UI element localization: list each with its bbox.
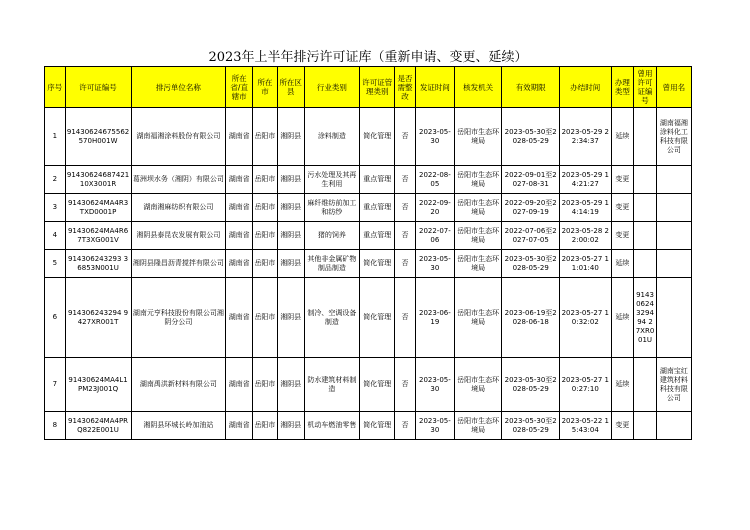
cell-text: 湖南省 [228, 259, 250, 267]
cell-rectification [395, 194, 416, 222]
table-row [45, 166, 692, 194]
cell-validity-period [502, 108, 560, 166]
cell-management-category [360, 222, 395, 250]
header-col-completion-time: 办结时间 [560, 67, 612, 108]
cell-text: 变更 [615, 175, 630, 183]
cell-issuing-authority [454, 412, 501, 440]
cell-process-type [611, 166, 634, 194]
cell-former-permit-number [634, 194, 657, 222]
cell-text: 岳阳市生态环境局 [457, 226, 500, 244]
cell-city [253, 166, 278, 194]
cell-text: 湖南省 [228, 203, 250, 211]
cell-text: 2023-05-29 14:14:19 [561, 198, 609, 216]
cell-permit-number [65, 166, 131, 194]
cell-text: 岳阳市 [254, 421, 276, 429]
cell-text: 2023-05-28 22:00:02 [561, 226, 609, 244]
header-col-former-permit-number: 曾用许可证编号 [634, 67, 657, 108]
cell-text: 91430624MA4R67T3XG001V [67, 226, 129, 244]
header-col-county: 所在区县 [277, 67, 304, 108]
cell-text: 湖南福湘涂料化工科技有限公司 [659, 118, 688, 154]
cell-text: 91430624687421 10X3001R [66, 170, 130, 188]
cell-unit-name [131, 412, 226, 440]
cell-former-name [656, 222, 691, 250]
cell-text: 2023-05-27 11:01:40 [561, 254, 609, 272]
cell-completion-time [560, 278, 612, 358]
cell-city [253, 250, 278, 278]
cell-permit-number [65, 194, 131, 222]
cell-former-permit-number [634, 108, 657, 166]
cell-text: 湘阴县泰昆农发展有限公司 [136, 231, 221, 239]
cell-text: 否 [401, 421, 409, 429]
cell-text: 岳阳市生态环境局 [457, 254, 500, 272]
table-row [45, 250, 692, 278]
cell-text: 简化管理 [363, 313, 392, 321]
header-col-process-type: 办理类型 [611, 67, 634, 108]
cell-former-permit-number [634, 222, 657, 250]
cell-management-category [360, 108, 395, 166]
cell-issuing-authority [454, 194, 501, 222]
cell-permit-number [65, 108, 131, 166]
cell-text: 湖南湘麻纺织有限公司 [143, 203, 214, 211]
cell-former-name [656, 358, 691, 412]
header-row [45, 67, 692, 108]
cell-former-name [656, 166, 691, 194]
cell-text: 否 [401, 175, 409, 183]
cell-former-permit-number [634, 166, 657, 194]
cell-text: 简化管理 [363, 132, 392, 140]
cell-text: 岳阳市 [254, 313, 276, 321]
cell-process-type [611, 250, 634, 278]
cell-text: 岳阳市 [254, 380, 276, 388]
cell-process-type [611, 108, 634, 166]
cell-industry [304, 250, 360, 278]
table-body [45, 108, 692, 440]
cell-text: 2023-05-30至2028-05-29 [504, 416, 557, 434]
cell-county [277, 278, 304, 358]
cell-text: 91430624MA4L1PM23J001Q [68, 375, 128, 393]
cell-text: 2023-05-27 10:27:10 [561, 375, 609, 393]
cell-text: 延续 [615, 380, 630, 388]
cell-validity-period [502, 250, 560, 278]
cell-permit-number [65, 278, 131, 358]
cell-text: 914306243294 9427XR001T [67, 308, 129, 326]
cell-text: 7 [52, 380, 58, 388]
cell-city [253, 194, 278, 222]
header-col-former-name: 曾用名 [656, 67, 691, 108]
cell-text: 其他非金属矿物制品制造 [307, 254, 357, 272]
cell-issuing-authority [454, 250, 501, 278]
cell-text: 湖南福湘涂料股份有限公司 [136, 132, 221, 140]
cell-rectification [395, 166, 416, 194]
cell-validity-period [502, 278, 560, 358]
cell-text: 91430624329494 27XR001U [635, 290, 655, 344]
cell-text: 湖南省 [228, 231, 250, 239]
cell-text: 岳阳市生态环境局 [457, 198, 500, 216]
cell-former-permit-number [634, 250, 657, 278]
cell-text: 8 [52, 421, 58, 429]
cell-index [45, 194, 66, 222]
cell-text: 3 [52, 203, 58, 211]
cell-text: 湘阴县 [280, 175, 302, 183]
cell-text: 2023-05-30至2028-05-29 [504, 127, 557, 145]
cell-county [277, 412, 304, 440]
cell-county [277, 166, 304, 194]
cell-process-type [611, 194, 634, 222]
table-row [45, 358, 692, 412]
cell-text: 否 [401, 313, 409, 321]
header-col-issuing-authority: 核发机关 [454, 67, 501, 108]
table-row [45, 222, 692, 250]
cell-validity-period [502, 412, 560, 440]
cell-text: 否 [401, 259, 409, 267]
cell-text: 污水处理及其再生利用 [307, 170, 357, 188]
cell-former-name [656, 250, 691, 278]
cell-issuing-authority [454, 108, 501, 166]
cell-text: 否 [401, 380, 409, 388]
cell-index [45, 108, 66, 166]
cell-text: 湘阴县环城长岭加油站 [143, 421, 214, 429]
cell-text: 岳阳市 [254, 175, 276, 183]
cell-process-type [611, 358, 634, 412]
cell-permit-number [65, 222, 131, 250]
cell-text: 2022-07-06至2027-07-05 [504, 226, 557, 244]
cell-text: 2023-05-27 10:32:02 [561, 308, 609, 326]
header-col-city: 所在市 [253, 67, 278, 108]
cell-rectification [395, 278, 416, 358]
cell-text: 岳阳市 [254, 132, 276, 140]
cell-former-permit-number [634, 358, 657, 412]
cell-text: 猪的饲养 [317, 231, 346, 239]
header-col-rectification: 是否需整改 [395, 67, 416, 108]
cell-text: 延续 [615, 132, 630, 140]
cell-former-name [656, 194, 691, 222]
cell-text: 湖南省 [228, 132, 250, 140]
cell-index [45, 412, 66, 440]
cell-validity-period [502, 194, 560, 222]
cell-text: 2023-05-30 [418, 127, 451, 145]
cell-text: 2023-06-19 [418, 308, 451, 326]
cell-text: 2022-08-05 [418, 170, 451, 188]
cell-completion-time [560, 194, 612, 222]
cell-process-type [611, 222, 634, 250]
cell-city [253, 358, 278, 412]
cell-industry [304, 194, 360, 222]
cell-text: 2022-07-06 [418, 226, 451, 244]
cell-issue-date [415, 250, 454, 278]
cell-text: 91430624675562570H001W [66, 127, 130, 145]
cell-text: 2023-05-30至2028-05-29 [504, 254, 557, 272]
cell-former-name [656, 278, 691, 358]
cell-text: 湘阴县隆昌沥青搅拌有限公司 [132, 259, 224, 267]
cell-province [226, 250, 253, 278]
cell-text: 防水建筑材料制造 [307, 375, 357, 393]
cell-text: 延续 [615, 259, 630, 267]
cell-province [226, 166, 253, 194]
cell-industry [304, 278, 360, 358]
cell-text: 5 [52, 259, 58, 267]
cell-former-permit-number [634, 278, 657, 358]
cell-permit-number [65, 250, 131, 278]
cell-management-category [360, 358, 395, 412]
cell-completion-time [560, 250, 612, 278]
cell-text: 湘阴县 [280, 421, 302, 429]
cell-rectification [395, 222, 416, 250]
cell-management-category [360, 194, 395, 222]
cell-province [226, 222, 253, 250]
cell-rectification [395, 358, 416, 412]
cell-management-category [360, 412, 395, 440]
cell-industry [304, 412, 360, 440]
cell-validity-period [502, 358, 560, 412]
cell-text: 2023-05-30 [418, 254, 451, 272]
cell-text: 湘阴县 [280, 231, 302, 239]
cell-text: 否 [401, 132, 409, 140]
cell-text: 简化管理 [363, 421, 392, 429]
cell-text: 湘阴县 [280, 132, 302, 140]
cell-completion-time [560, 412, 612, 440]
cell-province [226, 278, 253, 358]
cell-issuing-authority [454, 278, 501, 358]
cell-rectification [395, 412, 416, 440]
cell-county [277, 108, 304, 166]
cell-issuing-authority [454, 358, 501, 412]
cell-unit-name [131, 108, 226, 166]
cell-completion-time [560, 166, 612, 194]
cell-issue-date [415, 412, 454, 440]
cell-text: 2023-05-29 22:34:37 [561, 127, 609, 145]
cell-unit-name [131, 166, 226, 194]
cell-issuing-authority [454, 166, 501, 194]
cell-text: 变更 [615, 203, 630, 211]
cell-text: 岳阳市 [254, 231, 276, 239]
cell-text: 2023-05-30 [418, 416, 451, 434]
header-col-index: 序号 [45, 67, 66, 108]
cell-issue-date [415, 194, 454, 222]
cell-text: 简化管理 [363, 380, 392, 388]
cell-completion-time [560, 108, 612, 166]
cell-text: 湖南省 [228, 313, 250, 321]
cell-text: 湘阴县 [280, 203, 302, 211]
cell-permit-number [65, 412, 131, 440]
cell-former-permit-number [634, 412, 657, 440]
cell-text: 91430624MA4R3TXD0001P [67, 198, 129, 216]
cell-county [277, 250, 304, 278]
cell-index [45, 358, 66, 412]
cell-former-name [656, 108, 691, 166]
cell-issue-date [415, 166, 454, 194]
cell-text: 岳阳市生态环境局 [457, 170, 500, 188]
cell-text: 914306243293 36853N001U [67, 254, 129, 272]
cell-index [45, 166, 66, 194]
cell-management-category [360, 250, 395, 278]
cell-text: 2023-05-30至2028-05-29 [504, 375, 557, 393]
cell-text: 湖南省 [228, 421, 250, 429]
cell-text: 重点管理 [363, 175, 392, 183]
cell-province [226, 108, 253, 166]
cell-text: 2023-06-19至2028-06-18 [504, 308, 557, 326]
header-col-management-category: 许可证管理类别 [360, 67, 395, 108]
table-row [45, 278, 692, 358]
cell-rectification [395, 250, 416, 278]
cell-unit-name [131, 278, 226, 358]
cell-county [277, 222, 304, 250]
cell-permit-number [65, 358, 131, 412]
cell-index [45, 222, 66, 250]
cell-city [253, 222, 278, 250]
cell-text: 麻纤维纺前加工和纺纱 [307, 198, 357, 216]
cell-validity-period [502, 222, 560, 250]
cell-city [253, 108, 278, 166]
cell-text: 否 [401, 231, 409, 239]
cell-issue-date [415, 358, 454, 412]
header-col-issue-date: 发证时间 [415, 67, 454, 108]
cell-text: 否 [401, 203, 409, 211]
cell-industry [304, 108, 360, 166]
cell-text: 2023-05-30 [418, 375, 451, 393]
cell-text: 湘阴县 [280, 259, 302, 267]
cell-city [253, 412, 278, 440]
cell-province [226, 358, 253, 412]
cell-rectification [395, 108, 416, 166]
cell-issue-date [415, 222, 454, 250]
cell-completion-time [560, 222, 612, 250]
cell-county [277, 194, 304, 222]
cell-text: 岳阳市生态环境局 [457, 416, 500, 434]
cell-unit-name [131, 222, 226, 250]
cell-text: 2 [52, 175, 58, 183]
cell-text: 2022-09-01至2027-08-31 [504, 170, 557, 188]
cell-county [277, 358, 304, 412]
cell-process-type [611, 278, 634, 358]
cell-text: 重点管理 [363, 231, 392, 239]
cell-former-name [656, 412, 691, 440]
cell-process-type [611, 412, 634, 440]
header-col-industry: 行业类别 [304, 67, 360, 108]
cell-issue-date [415, 108, 454, 166]
cell-management-category [360, 278, 395, 358]
cell-text: 2023-05-29 14:21:27 [561, 170, 609, 188]
page-title: 2023年上半年排污许可证库（重新申请、变更、延续） [208, 50, 528, 65]
cell-unit-name [131, 358, 226, 412]
cell-industry [304, 358, 360, 412]
header-col-province: 所在省/直辖市 [226, 67, 253, 108]
cell-text: 湖南元亨科技股份有限公司湘阴分公司 [132, 308, 224, 326]
cell-text: 4 [52, 231, 58, 239]
cell-text: 岳阳市 [254, 203, 276, 211]
cell-index [45, 250, 66, 278]
cell-issuing-authority [454, 222, 501, 250]
cell-text: 重点管理 [363, 203, 392, 211]
table-row [45, 412, 692, 440]
cell-text: 葛洲坝水务（湘阴）有限公司 [132, 175, 224, 183]
cell-text: 湖南禹洪新材料有限公司 [139, 380, 217, 388]
cell-text: 2023-05-22 15:43:04 [561, 416, 609, 434]
header-col-unit-name: 排污单位名称 [131, 67, 226, 108]
cell-text: 6 [52, 313, 58, 321]
cell-industry [304, 166, 360, 194]
cell-completion-time [560, 358, 612, 412]
cell-issue-date [415, 278, 454, 358]
cell-text: 岳阳市生态环境局 [457, 308, 500, 326]
cell-text: 简化管理 [363, 259, 392, 267]
cell-unit-name [131, 250, 226, 278]
cell-text: 湖南宝红建筑材料科技有限公司 [659, 366, 688, 402]
permit-table [44, 66, 692, 440]
cell-text: 变更 [615, 421, 630, 429]
header-col-permit-number: 许可证编号 [65, 67, 131, 108]
cell-text: 2022-09-20至2027-09-19 [504, 198, 557, 216]
cell-province [226, 412, 253, 440]
cell-city [253, 278, 278, 358]
cell-text: 涂料制造 [317, 132, 346, 140]
cell-index [45, 278, 66, 358]
cell-text: 91430624MA4PRQ822E001U [68, 416, 129, 434]
cell-industry [304, 222, 360, 250]
cell-text: 延续 [615, 313, 630, 321]
header-col-validity-period: 有效期限 [502, 67, 560, 108]
cell-text: 湘阴县 [280, 380, 302, 388]
cell-province [226, 194, 253, 222]
cell-text: 制冷、空调设备制造 [307, 308, 357, 326]
cell-text: 1 [52, 132, 58, 140]
cell-text: 岳阳市生态环境局 [457, 375, 500, 393]
cell-text: 湖南省 [228, 175, 250, 183]
cell-text: 岳阳市生态环境局 [457, 127, 500, 145]
cell-text: 变更 [615, 231, 630, 239]
cell-text: 湘阴县 [280, 313, 302, 321]
table-row [45, 108, 692, 166]
cell-unit-name [131, 194, 226, 222]
table-row [45, 194, 692, 222]
cell-text: 岳阳市 [254, 259, 276, 267]
cell-validity-period [502, 166, 560, 194]
cell-text: 2022-09-20 [418, 198, 451, 216]
cell-text: 机动车燃油零售 [307, 421, 357, 429]
cell-management-category [360, 166, 395, 194]
cell-text: 湖南省 [228, 380, 250, 388]
